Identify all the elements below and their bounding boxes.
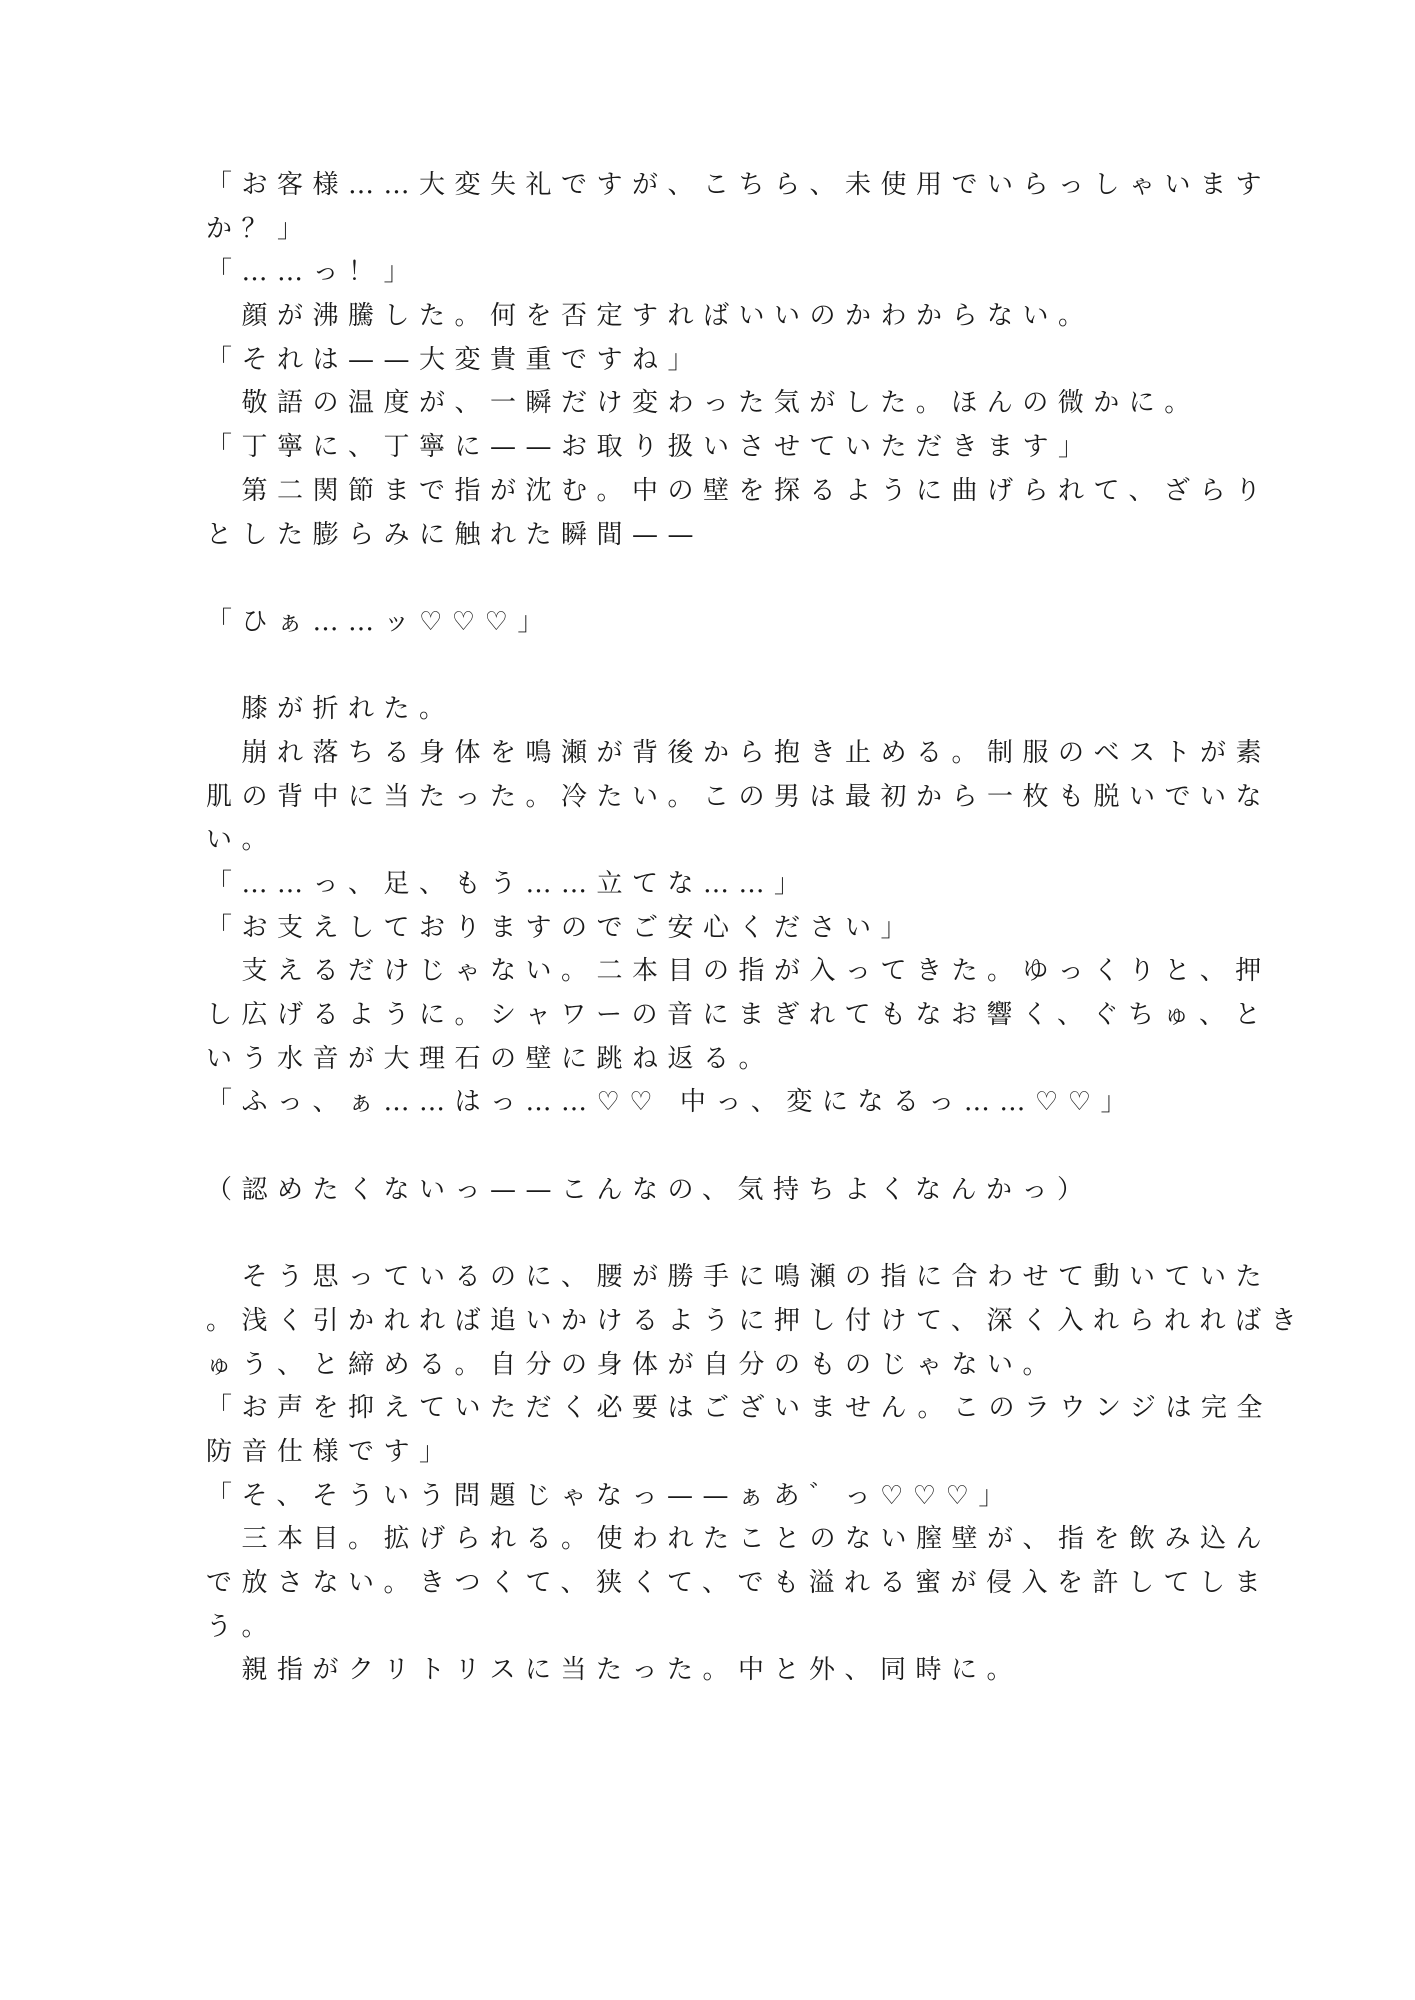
- text-line: 第二関節まで指が沈む。中の壁を探るように曲げられて、ざらり: [206, 475, 1271, 506]
- text-line: か？」: [206, 213, 313, 244]
- blank-line: [206, 645, 1166, 689]
- text-line: 「……っ！」: [206, 257, 420, 288]
- text-line: 顔が沸騰した。何を否定すればいいのかわからない。: [206, 301, 1094, 332]
- blank-line: [206, 1125, 1166, 1169]
- text-line: 「お客様……大変失礼ですが、こちら、未使用でいらっしゃいます: [206, 170, 1272, 200]
- text-line: 敬語の温度が、一瞬だけ変わった気がした。ほんの微かに。: [206, 388, 1200, 419]
- text-line: し広げるように。シャワーの音にまぎれてもなお響く、ぐちゅ、と: [206, 1000, 1270, 1031]
- text-line: 「ひぁ……ッ♡♡♡」: [206, 606, 553, 637]
- text-line: で放さない。きつくて、狭くて、でも溢れる蜜が侵入を許してしま: [206, 1568, 1270, 1598]
- text-line: 肌の背中に当たった。冷たい。この男は最初から一枚も脱いでいな: [206, 781, 1272, 812]
- text-line: 防音仕様です」: [206, 1436, 455, 1467]
- text-line: とした膨らみに触れた瞬間——: [206, 519, 704, 550]
- text-line: 崩れ落ちる身体を鳴瀬が背後から抱き止める。制服のベストが素: [206, 737, 1272, 768]
- text-line: 「ふっ、ぁ……はっ……♡♡ 中っ、変になるっ……♡♡」: [206, 1087, 1136, 1118]
- text-line: 親指がクリトリスに当たった。中と外、同時に。: [206, 1655, 1022, 1686]
- text-line: いう水音が大理石の壁に跳ね返る。: [206, 1043, 775, 1074]
- text-line: う。: [206, 1611, 278, 1642]
- text-line: 膝が折れた。: [206, 694, 455, 725]
- text-line: 「お声を抑えていただく必要はございません。このラウンジは完全: [206, 1393, 1272, 1424]
- text-line: 。浅く引かれれば追いかけるように押し付けて、深く入れられればき: [206, 1305, 1306, 1336]
- text-line: 「それは——大変貴重ですね」: [206, 344, 704, 375]
- text-line: い。: [206, 825, 278, 856]
- blank-line: [206, 557, 1166, 601]
- body-text: [206, 164, 1306, 1693]
- blank-line: [206, 1213, 1166, 1257]
- text-line: 支えるだけじゃない。二本目の指が入ってきた。ゆっくりと、押: [206, 956, 1271, 987]
- text-line: そう思っているのに、腰が勝手に鳴瀬の指に合わせて動いていた: [206, 1262, 1272, 1293]
- text-line: ゅう、と締める。自分の身体が自分のものじゃない。: [206, 1349, 1059, 1380]
- text-line: （認めたくないっ——こんなの、気持ちよくなんかっ）: [206, 1174, 1093, 1205]
- text-line: 「……っ、足、もう……立てな……」: [206, 869, 810, 899]
- text-line: 「お支えしておりますのでご安心ください」: [206, 912, 917, 943]
- text-line: 「丁寧に、丁寧に——お取り扱いさせていただきます」: [206, 432, 1094, 463]
- text-line: 「そ、そういう問題じゃなっ——ぁあ゛っ♡♡♡」: [206, 1480, 1014, 1511]
- text-line: 三本目。拡げられる。使われたことのない膣壁が、指を飲み込ん: [206, 1524, 1272, 1555]
